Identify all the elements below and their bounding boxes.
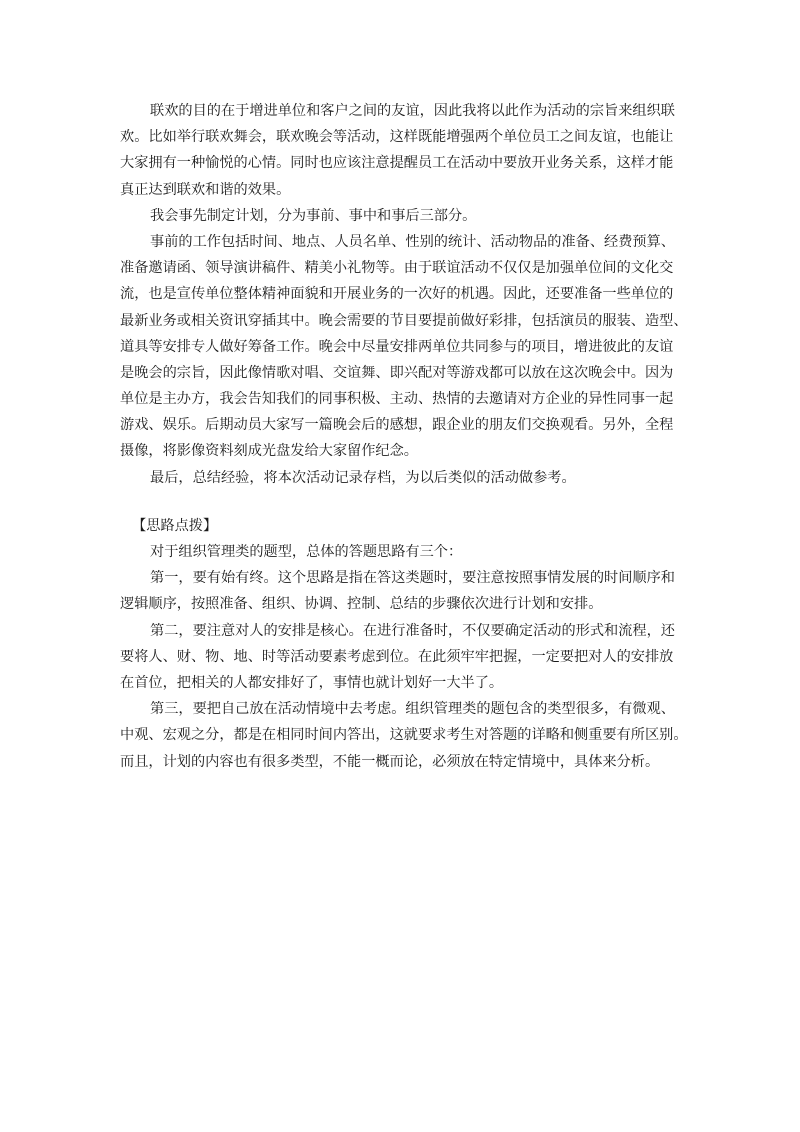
paragraph-line: 在首位，把相关的人都安排好了，事情也就计划好一大半了。 bbox=[120, 674, 504, 691]
paragraph-line: 最后，总结经验，将本次活动记录存档，为以后类似的活动做参考。 bbox=[150, 469, 576, 486]
paragraph-line: 第三，要把自己放在活动情境中去考虑。组织管理类的题包含的类型很多，有微观、 bbox=[150, 701, 675, 718]
paragraph-line: 中观、宏观之分，都是在相同时间内答出，这就要求考生对答题的详略和侧重要有所区别。 bbox=[120, 727, 688, 744]
paragraph-line: 联欢的目的在于增进单位和客户之间的友谊，因此我将以此作为活动的宗旨来组织联 bbox=[150, 103, 675, 119]
paragraph-line: 真正达到联欢和谐的效果。 bbox=[120, 181, 291, 198]
paragraph-line: 最新业务或相关资讯穿插其中。晚会需要的节目要提前做好彩排，包括演员的服装、造型、 bbox=[120, 312, 688, 329]
paragraph-line: 摄像，将影像资料刻成光盘发给大家留作纪念。 bbox=[120, 443, 418, 460]
paragraph-line: 大家拥有一种愉悦的心情。同时也应该注意提醒员工在活动中要放开业务关系，这样才能 bbox=[120, 155, 674, 172]
paragraph-line: 我会事先制定计划，分为事前、事中和事后三部分。 bbox=[150, 207, 477, 224]
section-heading: 【思路点拨】 bbox=[132, 517, 218, 534]
paragraph-line: 道具等安排专人做好筹备工作。晚会中尽量安排两单位共同参与的项目，增进彼此的友谊 bbox=[120, 338, 674, 355]
paragraph-line: 对于组织管理类的题型，总体的答题思路有三个： bbox=[150, 544, 463, 560]
paragraph-line: 事前的工作包括时间、地点、人员名单、性别的统计、活动物品的准备、经费预算、 bbox=[150, 233, 675, 250]
paragraph-line: 要将人、财、物、地、时等活动要素考虑到位。在此须牢牢把握，一定要把对人的安排放 bbox=[120, 648, 674, 665]
section-spacer bbox=[120, 491, 692, 513]
document-body bbox=[120, 98, 692, 775]
paragraph-line: 单位是主办方，我会告知我们的同事积极、主动、热情的去邀请对方企业的异性同事一起 bbox=[120, 391, 674, 408]
paragraph-line: 是晚会的宗旨，因此像情歌对唱、交谊舞、即兴配对等游戏都可以放在这次晚会中。因为 bbox=[120, 364, 674, 381]
paragraph-line: 第一，要有始有终。这个思路是指在答这类题时，要注意按照事情发展的时间顺序和 bbox=[150, 570, 675, 587]
paragraph-line: 而且，计划的内容也有很多类型，不能一概而论，必须放在特定情境中，具体来分析。 bbox=[120, 753, 660, 770]
paragraph-line: 流，也是宣传单位整体精神面貌和开展业务的一次好的机遇。因此，还要准备一些单位的 bbox=[120, 286, 674, 303]
paragraph-line: 准备邀请函、领导演讲稿件、精美小礼物等。由于联谊活动不仅仅是加强单位间的文化交 bbox=[120, 260, 674, 277]
paragraph-line: 逻辑顺序，按照准备、组织、协调、控制、总结的步骤依次进行计划和安排。 bbox=[120, 596, 603, 613]
paragraph-line: 第二，要注意对人的安排是核心。在进行准备时，不仅要确定活动的形式和流程，还 bbox=[150, 622, 675, 639]
paragraph-line: 游戏、娱乐。后期动员大家写一篇晚会后的感想，跟企业的朋友们交换观看。另外，全程 bbox=[120, 417, 674, 434]
paragraph-line: 欢。比如举行联欢舞会，联欢晚会等活动，这样既能增强两个单位员工之间友谊，也能让 bbox=[120, 129, 674, 146]
